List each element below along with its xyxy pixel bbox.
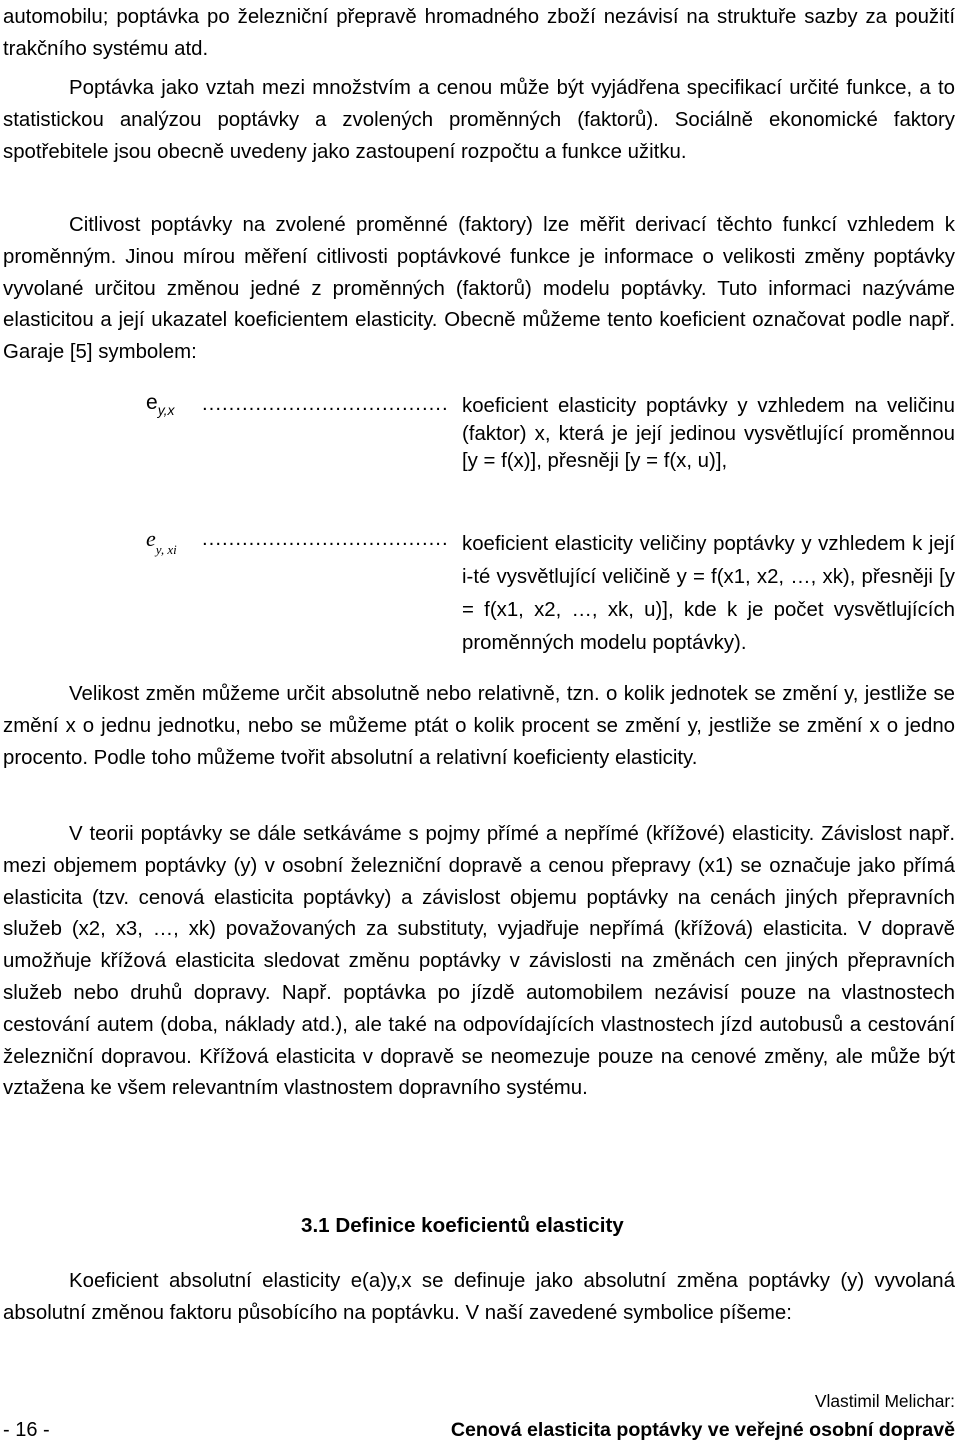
- section-heading: 3.1 Definice koeficientů elasticity: [301, 1214, 624, 1237]
- definition-1-text: koeficient elasticity poptávky y vzhledem na veličinu (faktor) x, která je její jedinou vysvětlující proměnnou [y = f(x)], přesněji [y = f(x, u)],: [462, 395, 955, 472]
- symbol-e-yx: $e_{y,x}$: [146, 391, 175, 418]
- paragraph-1: [3, 2, 955, 66]
- paragraph-4: [3, 679, 955, 774]
- paragraph-2: [3, 73, 955, 168]
- paragraph-1-text: automobilu; poptávka po železniční přepravě hromadného zboží nezávisí na struktuře sazby za použití trakčního systému atd.: [3, 6, 955, 60]
- page-number: - 16 -: [3, 1419, 50, 1441]
- paragraph-2-text: Poptávka jako vztah mezi množstvím a cenou může být vyjádřena specifikací určité funkce, a to statistickou analýzou poptávky a zvolených proměnných (faktorů). Sociálně ekonomické faktory spotřebitele jsou obecně uvedeny jako zastoupení rozpočtu a funkce užitku.: [3, 77, 955, 163]
- symbol-e-yxi: $e_{y, xi}$: [146, 526, 177, 557]
- definition-2-text: koeficient elasticity veličiny poptávky y vzhledem k její i-té vysvětlující veličině y = f(x1, x2, …, xk), přesněji [y = f(x1, x2, …, xk, u)], kde k je počet vysvětlujících proměnných modelu poptávky).: [462, 533, 955, 654]
- paragraph-6-text: Koeficient absolutní elasticity e(a)y,x se definuje jako absolutní změna poptávky (y) vyvolaná absolutní změnou faktoru působícího na poptávku. V naší zavedené symbolice píšeme:: [3, 1270, 955, 1324]
- paragraph-4-text: Velikost změn můžeme určit absolutně nebo relativně, tzn. o kolik jednotek se změní y, jestliže se změní x o jednu jednotku, nebo se můžeme ptát o kolik procent se změní y, jestliže se změní x o jedno procento. Podle toho můžeme tvořit absolutní a relativní koeficienty elasticity.: [3, 683, 955, 769]
- paragraph-5-text: V teorii poptávky se dále setkáváme s pojmy přímé a nepřímé (křížové) elasticity. Závislost např. mezi objemem poptávky (y) v osobní železniční dopravě a cenou přepravy (x1) se označuje jako přímá elasticita (tzv. cenová elasticita poptávky) a závislost objemu poptávky na cenách jiných přepravních služeb (x2, x3, …, xk) považovaných za substituty, vyjadřuje nepřímá (křížová) elasticita. V dopravě umožňuje křížová elasticita sledovat změnu poptávky v závislosti na změnách cen jiných přepravních služeb nebo druhů dopravy. Např. poptávka po jízdě automobilem nezávisí pouze na vlastnostech cestování autem (doba, náklady atd.), ale také na odpovídajících vlastnostech jízd autobusů a cestování železniční dopravou. Křížová elasticita v dopravě se neomezuje pouze na cenové změny, ale může být vztažena ke všem relevantním vlastnostem dopravního systému.: [3, 823, 955, 1100]
- footer-author: Vlastimil Melichar:: [814, 1391, 955, 1411]
- paragraph-5: [3, 819, 955, 1105]
- paragraph-3: [3, 210, 955, 369]
- paragraph-3-text: Citlivost poptávky na zvolené proměnné (faktory) lze měřit derivací těchto funkcí vzhledem k proměnným. Jinou mírou měření citlivosti poptávkové funkce je informace o velikosti změny poptávky vyvolané určitou změnou jedné z proměnných (faktorů) modelu poptávky. Tuto informaci nazýváme elasticitou a její ukazatel koeficientem elasticity. Obecně můžeme tento koeficient označovat podle např. Garaje [5] symbolem:: [3, 214, 955, 364]
- footer-title: Cenová elasticita poptávky ve veřejné osobní dopravě: [450, 1419, 955, 1441]
- definition-dots: .....................................: [202, 393, 449, 415]
- paragraph-6: [3, 1266, 955, 1330]
- definition-dots: .....................................: [202, 528, 449, 550]
